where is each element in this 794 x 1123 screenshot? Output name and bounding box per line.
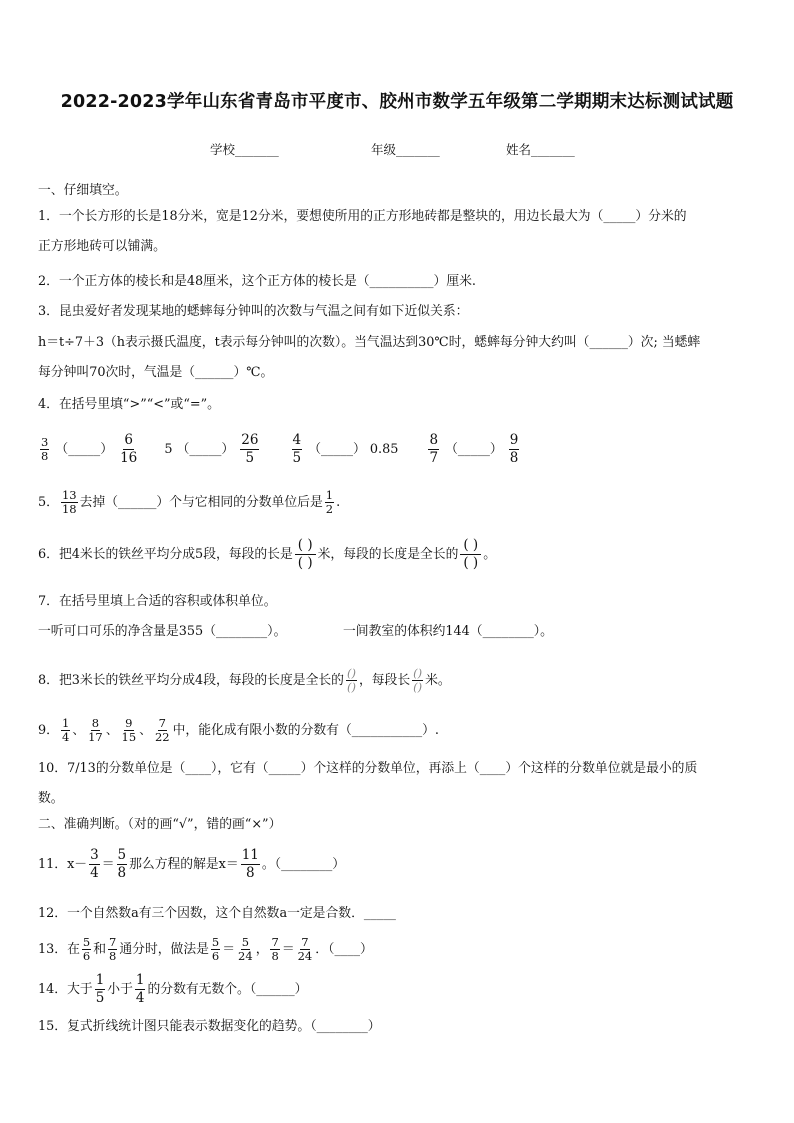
page-title: 2022-2023学年山东省青岛市平度市、胶州市数学五年级第二学期期末达标测试试题	[60, 92, 734, 112]
question-3-line-1: 3．昆虫爱好者发现某地的蟋蟀每分钟叫的次数与气温之间有如下近似关系：	[38, 304, 469, 319]
answer-blank[interactable]: （_____）	[445, 442, 503, 457]
fraction: $\frac{9}{15}$	[121, 716, 137, 744]
fraction: $\frac{7}{22}$	[154, 716, 170, 744]
fraction: $\frac{5}{24}$	[238, 935, 253, 963]
question-5: 5． $\frac{13}{18}$ 去掉（______）个与它相同的分数单位后是 $\frac{1}{2}$ .	[38, 488, 341, 516]
fraction: $\frac{1}{5}$	[95, 972, 105, 1006]
answer-blank[interactable]: （_____）	[176, 442, 235, 457]
fraction: $\frac{8}{7}$	[429, 432, 439, 466]
question-2: 2．一个正方体的棱长和是48厘米，这个正方体的棱长是（__________）厘米.	[38, 274, 476, 289]
answer-blank[interactable]: （_____）	[55, 442, 113, 457]
fraction: $\frac{3}{4}$	[90, 847, 99, 881]
fraction: $\frac{5}{8}$	[117, 847, 127, 881]
question-15: 15．复式折线统计图只能表示数据变化的趋势。（________）	[38, 1019, 381, 1034]
fraction: $\frac{7}{8}$	[109, 935, 117, 963]
fraction: $\frac{6}{16}$	[120, 432, 138, 466]
answer-blank-fraction[interactable]: $\frac{( )}{( )}$	[460, 537, 481, 572]
question-11: 11．x－ $\frac{3}{4}$ ＝ $\frac{5}{8}$ 那么方程的解是x＝ $\frac{11}{8}$ 。（________）	[38, 847, 346, 881]
fraction: $\frac{1}{4}$	[61, 716, 70, 744]
question-7: 7．在括号里填上合适的容积或体积单位。	[38, 594, 277, 609]
question-6: 6．把4米长的铁丝平均分成5段，每段的长是 $\frac{( )}{( )}$ 米，每段的长度是全长的 $\frac{( )}{( )}$ 。	[38, 537, 496, 571]
question-9: 9． $\frac{1}{4}$ 、 $\frac{8}{17}$ 、 $\frac{9}{15}$ 、 $\frac{7}{22}$ 中，能化成有限小数的分数有（___________）.	[38, 716, 439, 744]
question-8: 8．把3米长的铁丝平均分成4段，每段的长度是全长的 $\frac{()}{()}$ ，每段长 $\frac{()}{()}$ 米。	[38, 666, 451, 694]
fraction: $\frac{7}{8}$	[271, 935, 279, 963]
name-field[interactable]: 姓名_______	[506, 142, 575, 157]
answer-blank-fraction[interactable]: $\frac{()}{()}$	[413, 666, 423, 694]
fraction: $\frac{11}{8}$	[241, 847, 259, 881]
fraction: $\frac{7}{24}$	[297, 935, 313, 963]
fraction: $\frac{8}{17}$	[88, 716, 103, 744]
answer-blank-fraction[interactable]: $\frac{()}{()}$	[346, 666, 356, 694]
question-10-line-1: 10．7/13的分数单位是（____），它有（_____）个这样的分数单位，再添上（____）个这样的分数单位就是最小的质	[38, 761, 698, 776]
fraction: $\frac{9}{8}$	[509, 432, 519, 466]
question-7-b: 一间教室的体积约144（________）。	[343, 624, 553, 639]
question-7-a: 一听可口可乐的净含量是355（________）。	[38, 624, 287, 639]
fraction: $\frac{3}{8}$	[41, 435, 49, 463]
fraction: $\frac{1}{2}$	[325, 488, 334, 516]
question-14: 14．大于 $\frac{1}{5}$ 小于 $\frac{1}{4}$ 的分数有无数个。（______）	[38, 972, 308, 1006]
question-10-line-2: 数。	[38, 791, 64, 806]
fraction: $\frac{1}{4}$	[135, 972, 145, 1006]
fraction: $\frac{13}{18}$	[61, 488, 77, 516]
fraction: $\frac{26}{5}$	[241, 432, 259, 466]
question-12: 12．一个自然数a有三个因数，这个自然数a一定是合数．_____	[38, 906, 396, 921]
school-field[interactable]: 学校_______	[210, 142, 279, 157]
question-3-line-3: 每分钟叫70次时，气温是（______）℃。	[38, 365, 274, 380]
fraction: $\frac{4}{5}$	[292, 432, 302, 466]
section-heading-judge: 二、准确判断。（对的画“√”，错的画“×”）	[38, 817, 282, 832]
fraction: $\frac{5}{6}$	[211, 935, 220, 963]
question-4: 4．在括号里填“>”“<”或“=”。	[38, 397, 220, 412]
question-4-items: $\frac{3}{8}$ （_____） $\frac{6}{16}$ 5 （_____） $\frac{26}{5}$ $\frac{4}{5}$ （_____） 0.85 $\frac{8}{7}$ （_____） $\frac{9}{8}$	[41, 432, 519, 466]
question-13: 13．在 $\frac{5}{6}$ 和 $\frac{7}{8}$ 通分时，做法是 $\frac{5}{6}$ ＝ $\frac{5}{24}$ ， $\frac{7}{8}$ ＝ $\frac{7}{24}$ ．（____）	[38, 935, 373, 963]
question-3-line-2: h＝t÷7＋3（h表示摄氏温度，t表示每分钟叫的次数）。当气温达到30℃时，蟋蟀每分钟大约叫（______）次; 当蟋蟀	[38, 335, 701, 350]
section-heading-fill: 一、仔细填空。	[38, 183, 128, 198]
answer-blank-fraction[interactable]: $\frac{( )}{( )}$	[295, 537, 316, 572]
grade-field[interactable]: 年级_______	[371, 142, 440, 157]
answer-blank[interactable]: （_____）	[308, 442, 366, 457]
question-1-line-1: 1．一个长方形的长是18分米，宽是12分米，要想使所用的正方形地砖都是整块的，用边长最大为（_____）分米的	[38, 209, 687, 224]
question-1-line-2: 正方形地砖可以铺满。	[38, 239, 166, 254]
fraction: $\frac{5}{6}$	[82, 935, 91, 963]
